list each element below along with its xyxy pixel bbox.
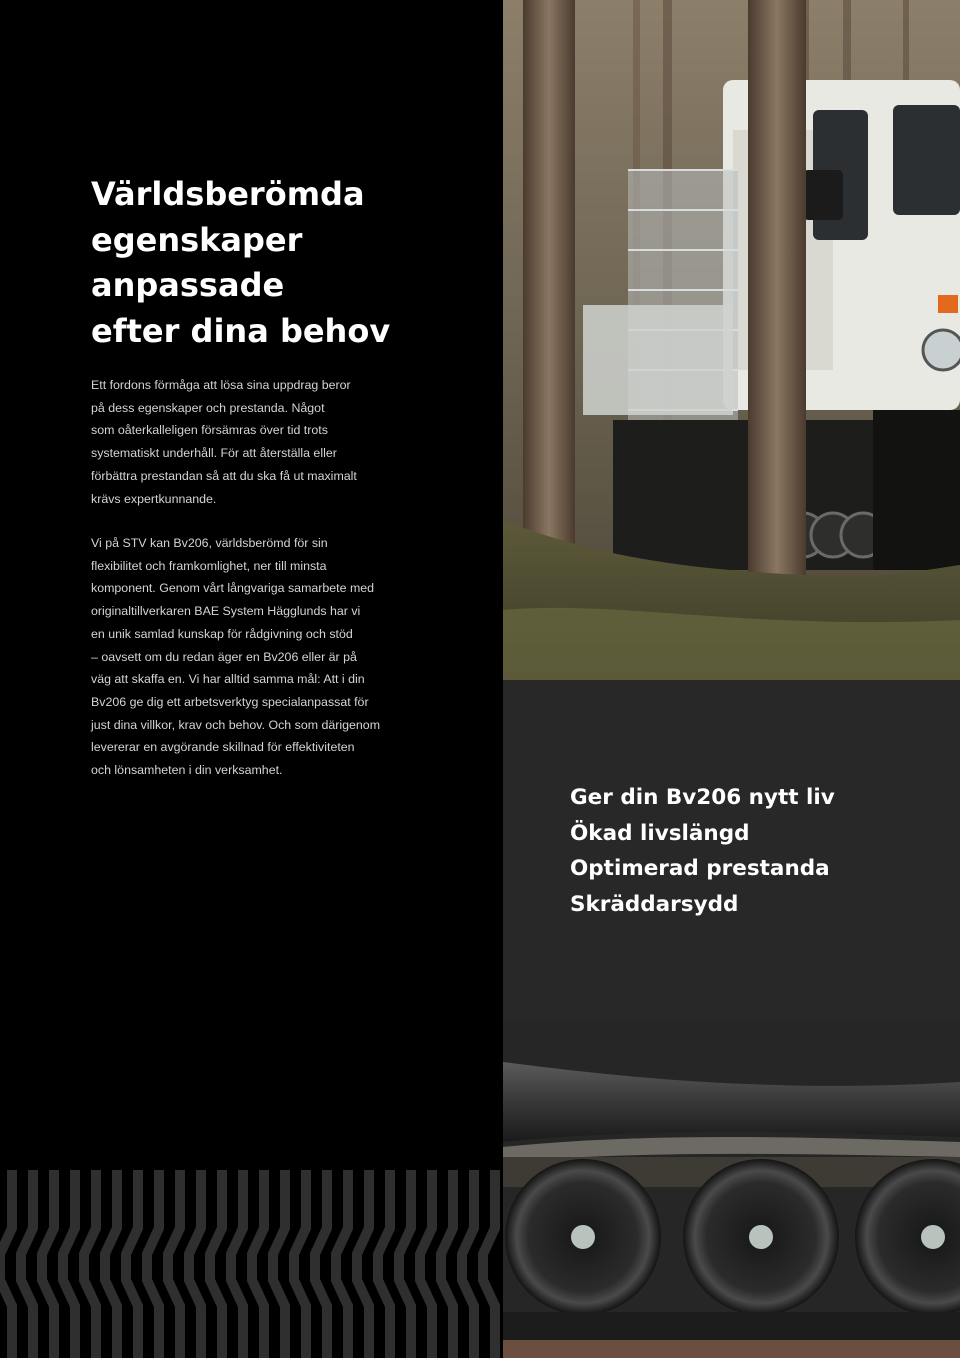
text-line: just dina villkor, krav och behov. Och som därigenom <box>91 717 381 732</box>
pattern-stroke <box>315 1170 327 1358</box>
vehicle-forest-illustration <box>503 0 960 680</box>
pattern-stroke <box>441 1170 453 1358</box>
text-line: på dess egenskaper och prestanda. Något <box>91 400 325 415</box>
pattern-stroke <box>126 1170 138 1358</box>
feature-list <box>570 780 835 922</box>
text-line: och lönsamheten i din verksamhet. <box>91 763 283 778</box>
text-line: flexibilitet och framkomlighet, ner till minsta <box>91 558 327 573</box>
feature-item: Ökad livslängd <box>570 820 750 846</box>
text-line: som oåterkalleligen försämras över tid trots <box>91 423 328 438</box>
track-wheels-photo <box>503 1022 960 1358</box>
pattern-stroke <box>336 1170 348 1358</box>
text-line: Vi på STV kan Bv206, världsberömd för sin <box>91 536 328 550</box>
feature-item: Optimerad prestanda <box>570 856 830 881</box>
text-line: Ett fordons förmåga att lösa sina uppdrag beror <box>91 378 351 392</box>
pattern-stroke <box>273 1170 285 1358</box>
pattern-stroke <box>84 1170 96 1358</box>
page-heading <box>91 172 491 354</box>
pattern-stroke <box>231 1170 243 1358</box>
decorative-pattern-graphic <box>0 1170 503 1358</box>
text-line: levererar en avgörande skillnad för effektiviteten <box>91 740 355 755</box>
text-line: – oavsett om du redan äger en Bv206 eller är på <box>91 649 357 664</box>
pattern-stroke <box>147 1170 159 1358</box>
heading-line: anpassade <box>91 266 285 304</box>
decorative-pattern <box>0 1170 503 1358</box>
intro-paragraph-2 <box>91 532 451 782</box>
heading-line: efter dina behov <box>91 311 391 350</box>
pattern-stroke <box>483 1170 495 1358</box>
text-line: originaltillverkaren BAE System Hägglunds har vi <box>91 604 361 619</box>
track-wheels-illustration <box>503 1022 960 1358</box>
feature-box <box>503 680 960 1022</box>
text-line: systematiskt underhåll. För att återställa eller <box>91 446 337 461</box>
pattern-stroke <box>462 1170 474 1358</box>
pattern-stroke <box>21 1170 33 1358</box>
text-line: komponent. Genom vårt långvariga samarbete med <box>91 581 375 596</box>
text-line: Bv206 ge dig ett arbetsverktyg specialanpassat för <box>91 694 369 709</box>
text-line: väg att skaffa en. Vi har alltid samma mål: Att i din <box>91 672 365 687</box>
pattern-stroke <box>42 1170 54 1358</box>
pattern-stroke <box>0 1170 12 1358</box>
pattern-stroke <box>168 1170 180 1358</box>
pattern-stroke <box>294 1170 306 1358</box>
pattern-stroke <box>105 1170 117 1358</box>
pattern-stroke <box>357 1170 369 1358</box>
vehicle-forest-photo <box>503 0 960 680</box>
feature-item: Ger din Bv206 nytt liv <box>570 785 835 810</box>
text-line: en unik samlad kunskap för rådgivning och stöd <box>91 626 353 641</box>
pattern-stroke <box>252 1170 264 1358</box>
text-line: krävs expertkunnande. <box>91 491 217 506</box>
pattern-stroke <box>378 1170 390 1358</box>
pattern-stroke <box>399 1170 411 1358</box>
intro-paragraph-1 <box>91 374 451 510</box>
feature-item: Skräddarsydd <box>570 891 739 917</box>
text-line: förbättra prestandan så att du ska få ut maximalt <box>91 468 357 483</box>
heading-line: Världsberömda <box>91 175 365 213</box>
pattern-stroke <box>189 1170 201 1358</box>
pattern-stroke <box>63 1170 75 1358</box>
pattern-stroke <box>210 1170 222 1358</box>
pattern-stroke <box>420 1170 432 1358</box>
heading-line: egenskaper <box>91 220 303 259</box>
